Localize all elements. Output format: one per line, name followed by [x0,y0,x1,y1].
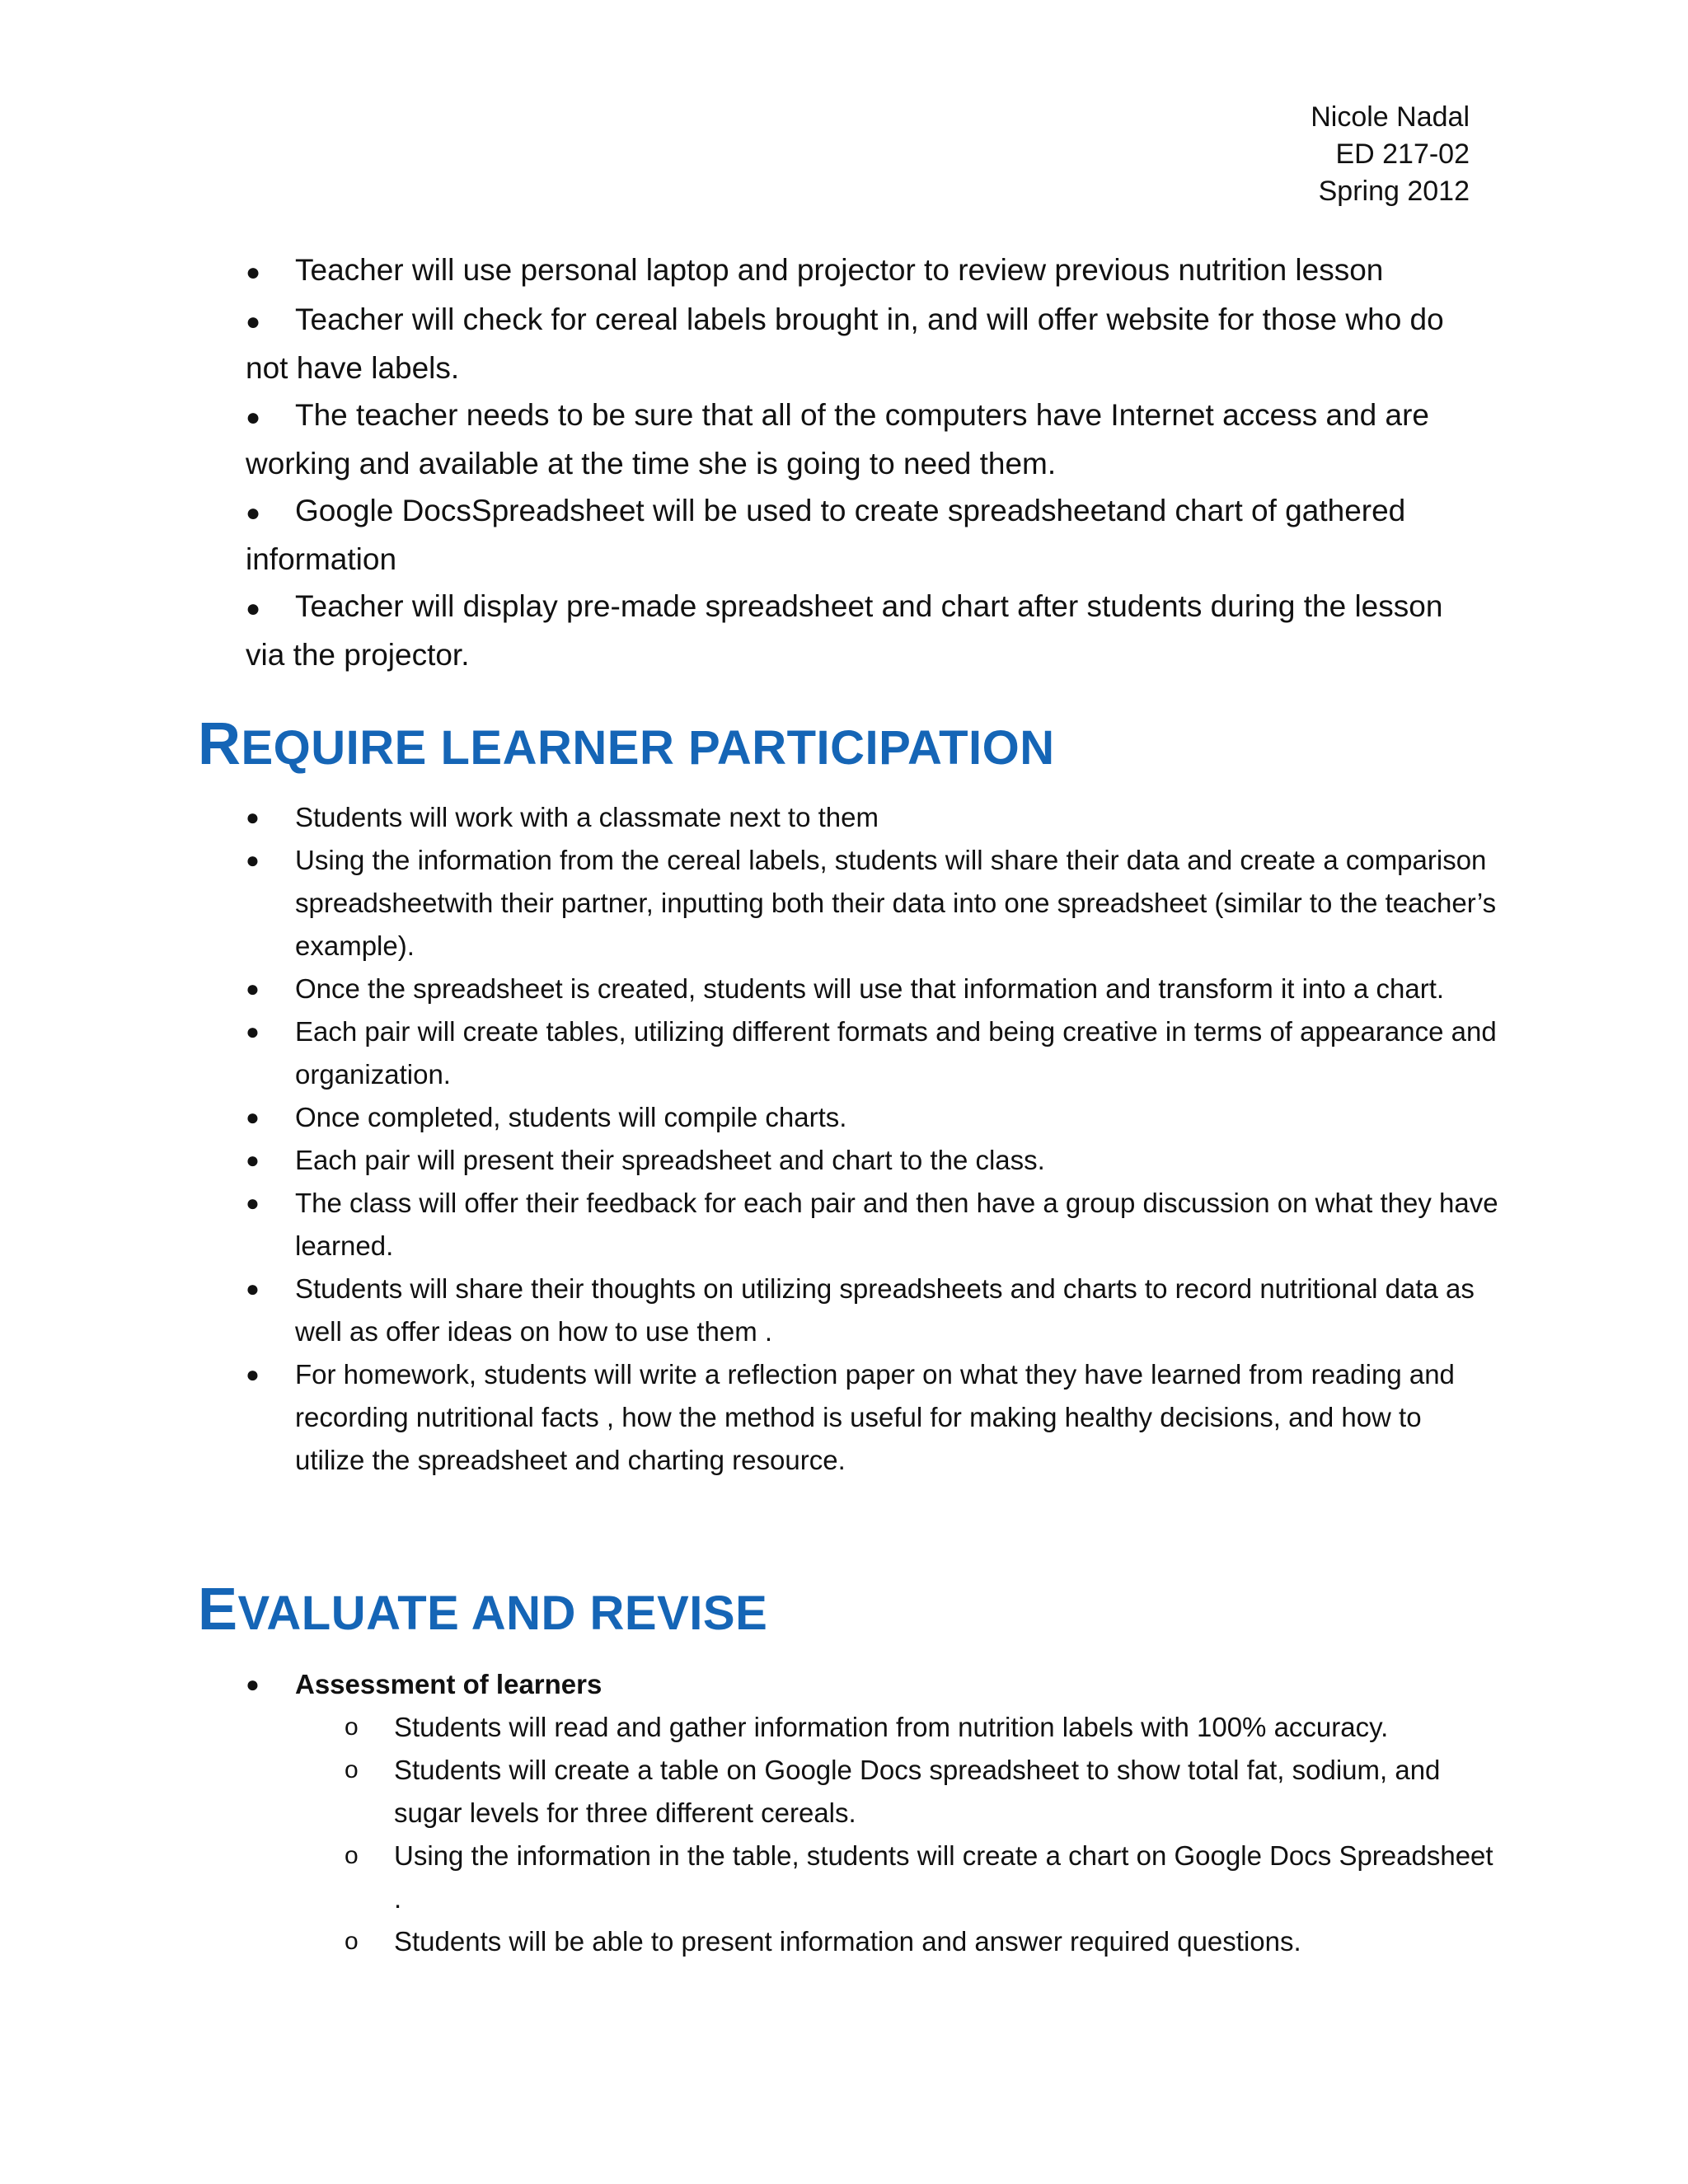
bullet-icon: ● [246,847,260,873]
list-item: o Using the information in the table, students will create a chart on Google Docs Spreadsheet . [246,1835,1498,1920]
section-heading-require-learner-participation: REQUIRE LEARNER PARTICIPATION [198,711,1055,777]
list-item: ● Once completed, students will compile charts. [246,1096,1498,1139]
list-item: ● Students will work with a classmate next to them [246,796,1498,839]
list-item: ● For homework, students will write a reflection paper on what they have learned from reading and recording nutritional facts , how the method is useful for making healthy decisions, and how to utilize the spreadsheet and charting resource. [246,1353,1498,1482]
bullet-icon: ● [246,1147,260,1173]
list-item [246,1663,1498,1706]
bullet-icon: ● [246,1019,260,1044]
list-item: ● The class will offer their feedback for each pair and then have a group discussion on what they have learned. [246,1182,1498,1268]
list-item: ● Each pair will create tables, utilizing different formats and being creative in terms of appearance and organization. [246,1010,1498,1096]
list-item: ● Once the spreadsheet is created, students will use that information and transform it into a chart. [246,968,1498,1010]
list-item: ● Google DocsSpreadsheet will be used to create spreadsheetand chart of gathered information [246,488,1482,583]
hollow-bullet-icon: o [345,1713,359,1741]
bullet-icon: ● [246,308,261,335]
list-item: o Students will be able to present information and answer required questions. [246,1920,1498,1963]
hollow-bullet-icon: o [345,1928,359,1955]
list-item: o Students will create a table on Google Docs spreadsheet to show total fat, sodium, and sugar levels for three different cereals. [246,1749,1498,1835]
participation-list [246,796,1498,1482]
bullet-icon: ● [246,1276,260,1301]
author-header [1311,99,1470,210]
list-item: ● The teacher needs to be sure that all of the computers have Internet access and are working and available at the time she is going to need them. [246,392,1482,487]
list-item: ● Using the information from the cereal labels, students will share their data and create a comparison spreadsheetwith their partner, inputting both their data into one spreadsheet (similar to the teacher’s example). [246,839,1498,968]
bullet-icon: ● [246,259,261,286]
bullet-icon: ● [246,404,261,431]
bullet-icon: ● [246,1190,260,1216]
assessment-label: Assessment of learners [295,1669,603,1699]
bullet-icon: ● [246,804,260,830]
bullet-icon: ● [246,595,261,622]
list-item: ● Teacher will use personal laptop and projector to review previous nutrition lesson [246,247,1482,296]
list-item: ● Each pair will present their spreadsheet and chart to the class. [246,1139,1498,1182]
list-item: ● Teacher will display pre-made spreadsheet and chart after students during the lesson via the projector. [246,583,1482,678]
term-label: Spring 2012 [1318,176,1470,207]
hollow-bullet-icon: o [345,1756,359,1783]
evaluation-list [246,1663,1498,1706]
list-item: o Students will read and gather information from nutrition labels with 100% accuracy. [246,1706,1498,1749]
list-item: ● Students will share their thoughts on utilizing spreadsheets and charts to record nutritional data as well as offer ideas on how to use them . [246,1268,1498,1353]
bullet-icon: ● [246,1361,260,1387]
assessment-sublist [246,1706,1498,1963]
hollow-bullet-icon: o [345,1842,359,1869]
bullet-icon: ● [246,976,260,1001]
list-item: ● Teacher will check for cereal labels brought in, and will offer website for those who do not have labels. [246,297,1482,391]
bullet-icon: ● [246,499,261,527]
materials-list [246,247,1482,679]
course-code: ED 217-02 [1335,138,1470,170]
bullet-icon: ● [246,1671,260,1697]
bullet-icon: ● [246,1104,260,1130]
author-name: Nicole Nadal [1311,101,1470,133]
section-heading-evaluate-and-revise: EVALUATE AND REVISE [198,1577,768,1643]
